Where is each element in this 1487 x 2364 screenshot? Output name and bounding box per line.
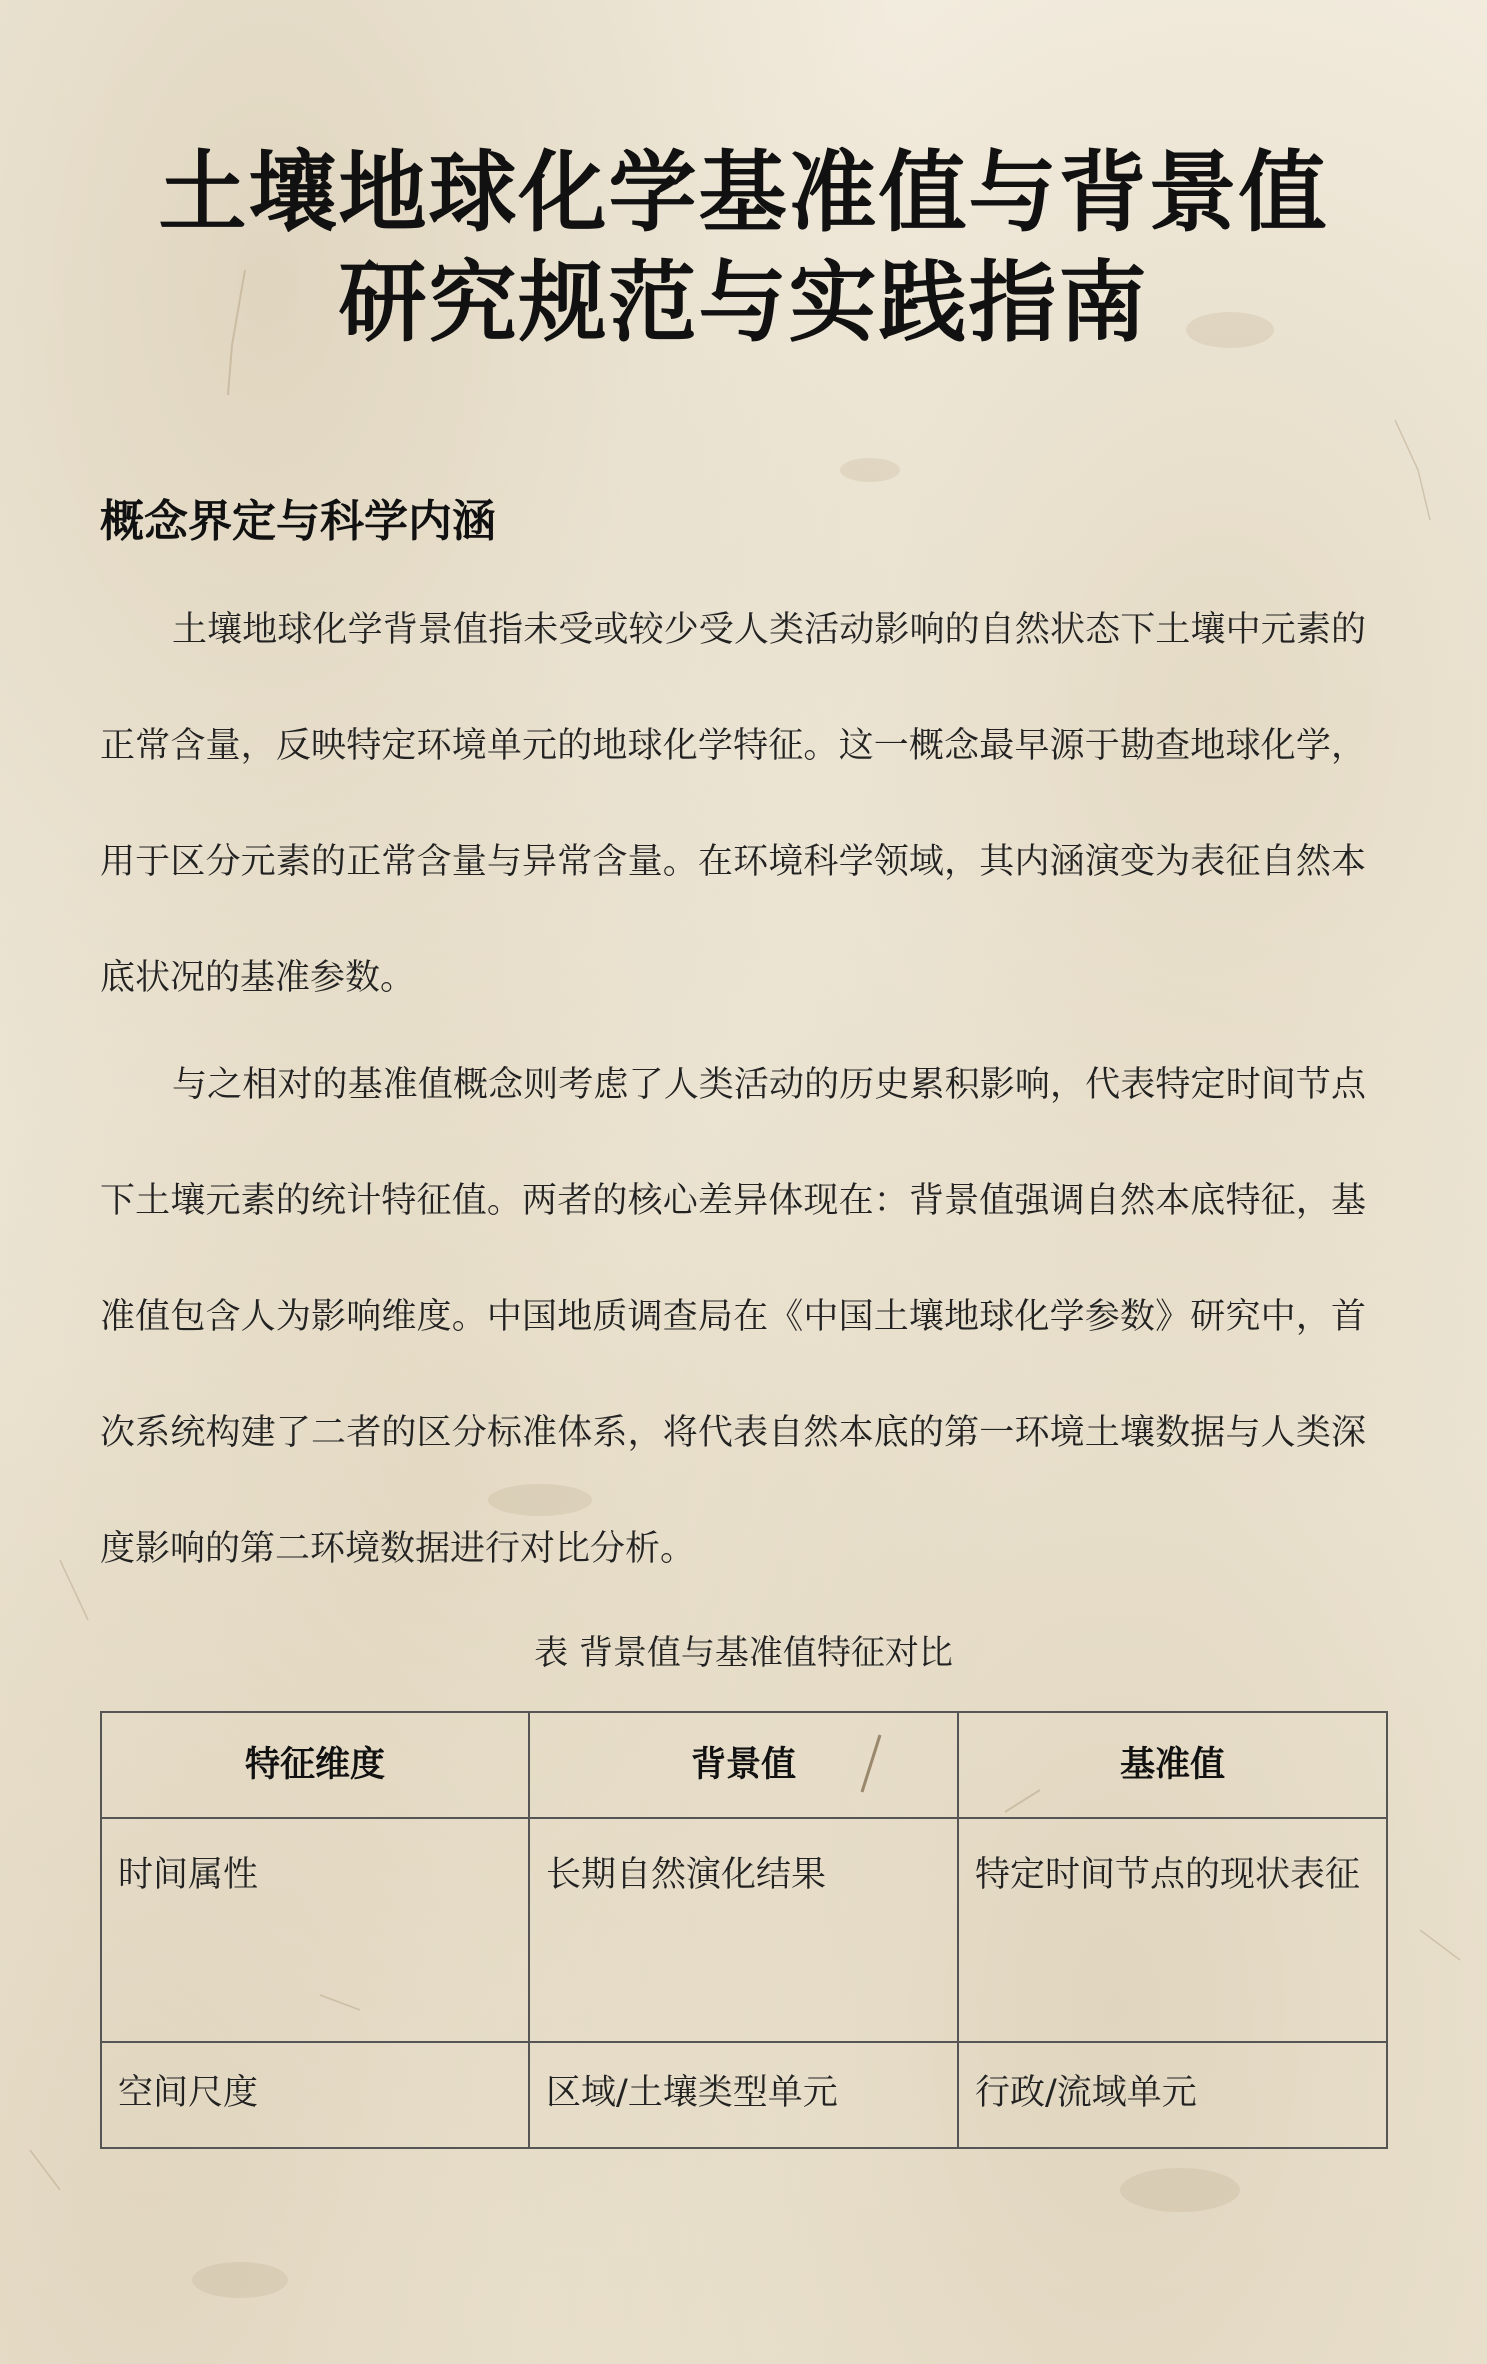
paragraph-background-definition: 土壤地球化学背景值指未受或较少受人类活动影响的自然状态下土壤中元素的正常含量，反映特定环境单元的地球化学特征。这一概念最早源于勘查地球化学，用于区分元素的正常含量与异常含量。在环境科学领域，其内涵演变为表征自然本底状况的基准参数。 xyxy=(100,610,1366,998)
paragraph-baseline-definition: 与之相对的基准值概念则考虑了人类活动的历史累积影响，代表特定时间节点下土壤元素的统计特征值。两者的核心差异体现在：背景值强调自然本底特征，基准值包含人为影响维度。中国地质调查局在《中国土壤地球化学参数》研究中，首次系统构建了二者的区分标准体系，将代表自然本底的第一环境土壤数据与人类深度影响的第二环境数据进行对比分析。 xyxy=(100,1065,1366,1569)
document-title xyxy=(0,138,1487,358)
header-dimension: 特征维度 xyxy=(101,1712,529,1818)
title-line-2: 研究规范与实践指南 xyxy=(338,251,1149,354)
table-cell: 空间尺度 xyxy=(101,2042,529,2148)
section-heading: 概念界定与科学内涵 xyxy=(100,496,496,547)
table-cell: 时间属性 xyxy=(101,1818,529,2042)
comparison-table xyxy=(100,1711,1388,2149)
table-row xyxy=(101,1818,1387,2042)
table-caption: 表 背景值与基准值特征对比 xyxy=(534,1633,953,1673)
table-row xyxy=(101,2042,1387,2148)
table-cell: 特定时间节点的现状表征 xyxy=(958,1818,1387,2042)
table-header-row xyxy=(101,1712,1387,1818)
table-cell: 行政/流域单元 xyxy=(958,2042,1387,2148)
table-cell: 区域/土壤类型单元 xyxy=(529,2042,958,2148)
title-line-1: 土壤地球化学基准值与背景值 xyxy=(158,141,1329,244)
table-cell: 长期自然演化结果 xyxy=(529,1818,958,2042)
header-baseline-value: 基准值 xyxy=(958,1712,1387,1818)
header-background-value: 背景值 xyxy=(529,1712,958,1818)
